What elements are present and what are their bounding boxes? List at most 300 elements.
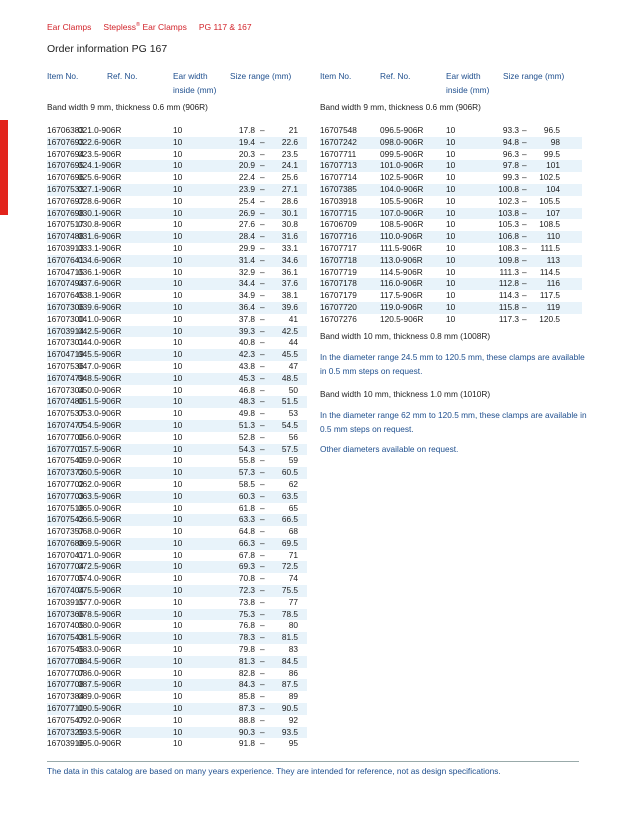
item-no: 16707710 [47,703,84,714]
size-max: 27.1 [281,183,298,194]
item-no: 16707480 [47,396,84,407]
ear-width: 10 [173,325,183,336]
ear-width: 10 [173,679,183,690]
size-max: 69.5 [281,537,298,548]
ear-width: 10 [173,195,183,206]
item-no: 16707706 [47,655,84,666]
ear-width: 10 [173,372,183,383]
size-dash: – [522,242,527,253]
size-max: 96.5 [543,125,560,135]
ref-no: 023.5-906R [78,148,122,159]
ref-no: 065.0-906R [78,502,122,513]
ear-width: 10 [173,596,183,607]
size-dash: – [260,396,265,407]
size-dash: – [260,148,265,159]
size-min: 39.3 [238,325,255,336]
ear-width: 10 [173,125,183,135]
size-dash: – [260,490,265,501]
ref-no: 108.5-906R [380,219,424,230]
table-row [320,290,582,302]
size-min: 22.4 [238,172,255,183]
size-max: 41 [288,313,298,324]
table-row [47,573,307,585]
table-row [47,585,307,597]
size-min: 111.3 [499,266,519,277]
item-no: 16707301 [47,337,84,348]
size-dash: – [260,360,265,371]
item-no: 16707719 [320,266,357,277]
size-max: 54.5 [281,419,298,430]
ear-width: 10 [446,254,456,265]
size-max: 87.5 [281,679,298,690]
size-max: 23.5 [281,148,298,159]
ear-width: 10 [173,242,183,253]
size-max: 98 [550,136,560,147]
table-row [47,396,307,408]
ref-no: 047.0-906R [78,360,122,371]
size-max: 50 [288,384,298,395]
size-dash: – [260,467,265,478]
size-max: 68 [288,526,298,537]
ear-width: 10 [173,632,183,643]
table-row [47,184,307,196]
ref-no: 105.5-906R [380,195,424,206]
size-dash: – [522,183,527,194]
ear-width: 10 [173,290,183,301]
size-min: 109.8 [498,254,519,265]
size-dash: – [260,549,265,560]
ear-width: 10 [173,667,183,678]
item-no: 16707540 [47,455,84,466]
ear-width: 10 [173,644,183,655]
table-row [47,243,307,255]
item-no: 16707547 [47,714,84,725]
table-row [320,172,582,184]
size-max: 53 [288,408,298,419]
table-row [47,267,307,279]
size-min: 108.3 [498,242,519,253]
ear-width: 10 [446,207,456,218]
item-no: 16707372 [47,467,84,478]
item-no: 16707714 [320,172,357,183]
size-max: 104 [546,183,560,194]
size-dash: – [260,608,265,619]
size-dash: – [522,231,527,242]
table-row [47,361,307,373]
size-min: 87.3 [238,703,255,714]
size-dash: – [260,290,265,301]
size-min: 42.3 [238,349,255,360]
ref-no: 099.5-906R [380,148,424,159]
size-max: 39.6 [281,301,298,312]
ref-no: 072.5-906R [78,561,122,572]
item-no: 16707518 [47,502,84,513]
size-dash: – [522,125,527,135]
ref-no: 053.0-906R [78,408,122,419]
table-row [320,196,582,208]
size-max: 89 [288,691,298,702]
table-row [47,668,307,680]
breadcrumb-pg[interactable]: PG 117 & 167 [198,22,252,32]
table-row [47,208,307,220]
item-no: 16707688 [47,537,84,548]
breadcrumb-ear-clamps-2[interactable]: Ear Clamps [142,22,187,32]
size-min: 97.8 [502,160,519,171]
size-min: 66.3 [238,537,255,548]
size-min: 48.3 [238,396,255,407]
ear-width: 10 [173,183,183,194]
ref-no: 117.5-906R [380,290,423,301]
table-row [47,738,307,750]
ear-width: 10 [446,301,456,312]
item-no: 16703914 [47,325,84,336]
section-left-906r: Band width 9 mm, thickness 0.6 mm (906R) [47,102,208,112]
size-max: 28.6 [281,195,298,206]
footer-divider [47,761,579,762]
table-row [47,125,307,137]
size-min: 52.8 [238,431,255,442]
size-dash: – [522,290,527,301]
size-dash: – [260,714,265,725]
header-width-line2: inside (mm) [173,85,217,95]
ear-width: 10 [173,360,183,371]
ref-no: 030.8-906R [78,219,122,230]
size-max: 111.5 [540,242,560,253]
ref-no: 113.0-906R [380,254,423,265]
table-row [47,679,307,691]
table-row [47,467,307,479]
size-dash: – [260,632,265,643]
size-min: 73.8 [238,596,255,607]
size-min: 72.3 [238,585,255,596]
ref-no: 120.5-906R [380,313,424,324]
table-row [47,219,307,231]
header-width-left [173,69,216,97]
section-right-906r: Band width 9 mm, thickness 0.6 mm (906R) [320,102,481,112]
size-max: 30.8 [281,219,298,230]
item-no: 16707543 [47,632,84,643]
ear-width: 10 [173,549,183,560]
size-dash: – [260,514,265,525]
table-row [47,255,307,267]
table-row [47,561,307,573]
item-no: 16707696 [47,172,84,183]
item-no: 16707548 [320,125,357,135]
size-dash: – [260,183,265,194]
size-max: 42.5 [281,325,298,336]
item-no: 16704715 [47,266,84,277]
size-dash: – [522,301,527,312]
table-row [320,219,582,231]
size-max: 22.6 [281,136,298,147]
table-row [47,703,307,715]
header-item-left: Item No. [47,71,79,81]
item-no: 16707704 [47,561,84,572]
header-item-right: Item No. [320,71,352,81]
size-dash: – [260,526,265,537]
item-no: 16704719 [47,349,84,360]
ear-width: 10 [173,443,183,454]
size-min: 54.3 [238,443,255,454]
table-row [47,231,307,243]
ear-width: 10 [446,313,456,324]
item-no: 16707713 [320,160,357,171]
note-range-1008r: In the diameter range 24.5 mm to 120.5 mm, these clamps are available in 0.5 mm steps on request. [320,352,585,376]
size-dash: – [260,655,265,666]
item-no: 16707384 [47,691,84,702]
size-max: 84.5 [281,655,298,666]
size-dash: – [260,219,265,230]
table-row [47,373,307,385]
size-dash: – [260,585,265,596]
size-min: 64.8 [238,526,255,537]
size-dash: – [260,408,265,419]
item-no: 16703915 [47,596,84,607]
size-dash: – [260,443,265,454]
ref-no: 087.5-906R [78,679,122,690]
item-no: 16707695 [47,160,84,171]
ref-no: 104.0-906R [380,183,424,194]
ref-no: 077.0-906R [78,596,122,607]
ear-width: 10 [173,455,183,466]
side-tab-marker [0,120,8,215]
size-min: 117.3 [498,313,519,324]
size-min: 49.8 [238,408,255,419]
table-row [47,420,307,432]
table-left [47,125,307,750]
size-max: 59 [288,455,298,466]
ref-no: 096.5-906R [380,125,424,135]
item-no: 16707545 [47,644,84,655]
size-dash: – [522,148,527,159]
size-max: 62 [288,478,298,489]
size-dash: – [260,384,265,395]
table-row [320,302,582,314]
size-min: 61.8 [238,502,255,513]
ear-width: 10 [173,219,183,230]
table-row [47,715,307,727]
table-row [47,349,307,361]
size-min: 27.6 [238,219,255,230]
item-no: 16707708 [47,679,84,690]
breadcrumb-ear-clamps[interactable]: Ear Clamps [47,22,92,32]
ear-width: 10 [173,278,183,289]
size-min: 51.3 [238,419,255,430]
size-max: 116 [546,278,560,289]
table-row [47,337,307,349]
size-max: 102.5 [539,172,560,183]
size-min: 82.8 [238,667,255,678]
table-row [47,620,307,632]
size-min: 40.8 [238,337,255,348]
ref-no: 041.0-906R [78,313,122,324]
footer-disclaimer: The data in this catalog are based on many years experience. They are intended for reference, not as design specifications. [47,766,501,776]
size-dash: – [260,478,265,489]
size-min: 36.4 [238,301,255,312]
ref-no: 027.1-906R [78,183,122,194]
ref-no: 028.6-906R [78,195,122,206]
ref-no: 075.5-906R [78,585,122,596]
size-min: 34.4 [238,278,255,289]
ear-width: 10 [173,431,183,442]
ear-width: 10 [173,313,183,324]
size-max: 21 [288,125,298,135]
size-min: 84.3 [238,679,255,690]
ear-width: 10 [446,183,456,194]
size-dash: – [260,679,265,690]
ear-width: 10 [446,290,456,301]
ref-no: 025.6-906R [78,172,122,183]
item-no: 16707705 [47,573,84,584]
breadcrumb-stepless[interactable]: Stepless [103,22,137,32]
item-no: 16707405 [47,620,84,631]
size-min: 112.8 [498,278,519,289]
ref-no: 095.0-906R [78,738,122,749]
header-ref-right: Ref. No. [380,71,411,81]
ref-no: 059.0-906R [78,455,122,466]
table-row [320,314,582,326]
item-no: 16707693 [47,136,84,147]
ear-width: 10 [446,125,456,135]
ref-no: 080.0-906R [78,620,122,631]
size-max: 80 [288,620,298,631]
ear-width: 10 [173,478,183,489]
header-width-right [446,69,489,97]
size-min: 29.9 [238,242,255,253]
size-max: 48.5 [281,372,298,383]
ref-no: 069.5-906R [78,537,122,548]
size-min: 78.3 [238,632,255,643]
size-dash: – [260,136,265,147]
size-dash: – [260,372,265,383]
ref-no: 034.6-906R [78,254,122,265]
size-dash: – [260,419,265,430]
ref-no: 089.0-906R [78,691,122,702]
size-min: 105.3 [498,219,519,230]
ear-width: 10 [173,172,183,183]
ref-no: 022.6-906R [78,136,122,147]
size-dash: – [260,502,265,513]
table-right [320,125,582,326]
table-row [47,444,307,456]
size-min: 26.9 [238,207,255,218]
ref-no: 037.6-906R [78,278,122,289]
ref-no: 093.5-906R [78,726,122,737]
size-max: 117.5 [539,290,560,301]
ear-width: 10 [173,266,183,277]
ear-width: 10 [173,384,183,395]
table-row [320,278,582,290]
ear-width: 10 [446,266,456,277]
size-dash: – [260,431,265,442]
table-row [47,278,307,290]
size-max: 31.6 [281,231,298,242]
size-min: 34.9 [238,290,255,301]
ear-width: 10 [173,207,183,218]
size-min: 70.8 [238,573,255,584]
size-dash: – [260,667,265,678]
ear-width: 10 [173,231,183,242]
ref-no: 060.5-906R [78,467,122,478]
ear-width: 10 [173,620,183,631]
table-row [47,538,307,550]
ref-no: 030.1-906R [78,207,122,218]
size-max: 77 [288,596,298,607]
size-max: 81.5 [281,632,298,643]
ear-width: 10 [173,726,183,737]
size-min: 17.8 [238,125,255,135]
size-dash: – [260,160,265,171]
size-dash: – [522,278,527,289]
size-dash: – [260,573,265,584]
size-dash: – [260,207,265,218]
size-dash: – [260,313,265,324]
size-dash: – [522,172,527,183]
ref-no: 057.5-906R [78,443,122,454]
ref-no: 062.0-906R [78,478,122,489]
size-dash: – [260,349,265,360]
ear-width: 10 [446,136,456,147]
size-max: 37.6 [281,278,298,289]
size-dash: – [260,561,265,572]
ear-width: 10 [446,231,456,242]
section-1010r: Band width 10 mm, thickness 1.0 mm (1010R) [320,389,491,399]
ear-width: 10 [173,349,183,360]
size-max: 114.5 [539,266,560,277]
size-min: 81.3 [238,655,255,666]
size-max: 60.5 [281,467,298,478]
table-row [47,597,307,609]
size-max: 74 [288,573,298,584]
size-min: 60.3 [238,490,255,501]
ref-no: 102.5-906R [380,172,424,183]
size-max: 72.5 [281,561,298,572]
table-row [47,550,307,562]
item-no: 16707711 [320,148,357,159]
size-dash: – [260,337,265,348]
ref-no: 066.5-906R [78,514,122,525]
size-min: 106.8 [498,231,519,242]
page-title: Order information PG 167 [47,43,168,55]
item-no: 16707178 [320,278,357,289]
ear-width: 10 [446,195,456,206]
table-row [320,231,582,243]
size-max: 38.1 [281,290,298,301]
header-ref-left: Ref. No. [107,71,138,81]
item-no: 16707306 [47,301,84,312]
ear-width: 10 [173,136,183,147]
size-dash: – [260,537,265,548]
item-no: 16703918 [320,195,357,206]
ear-width: 10 [173,396,183,407]
size-min: 91.8 [238,738,255,749]
ref-no: 039.6-906R [78,301,122,312]
table-row [47,632,307,644]
size-max: 33.1 [281,242,298,253]
item-no: 16707701 [47,443,84,454]
size-max: 51.5 [281,396,298,407]
table-row [47,432,307,444]
table-row [320,137,582,149]
item-no: 16707517 [47,219,84,230]
size-dash: – [260,325,265,336]
ear-width: 10 [173,561,183,572]
size-max: 108.5 [539,219,560,230]
size-max: 90.5 [281,703,298,714]
table-row [320,184,582,196]
size-max: 120.5 [539,313,560,324]
item-no: 16707537 [47,408,84,419]
